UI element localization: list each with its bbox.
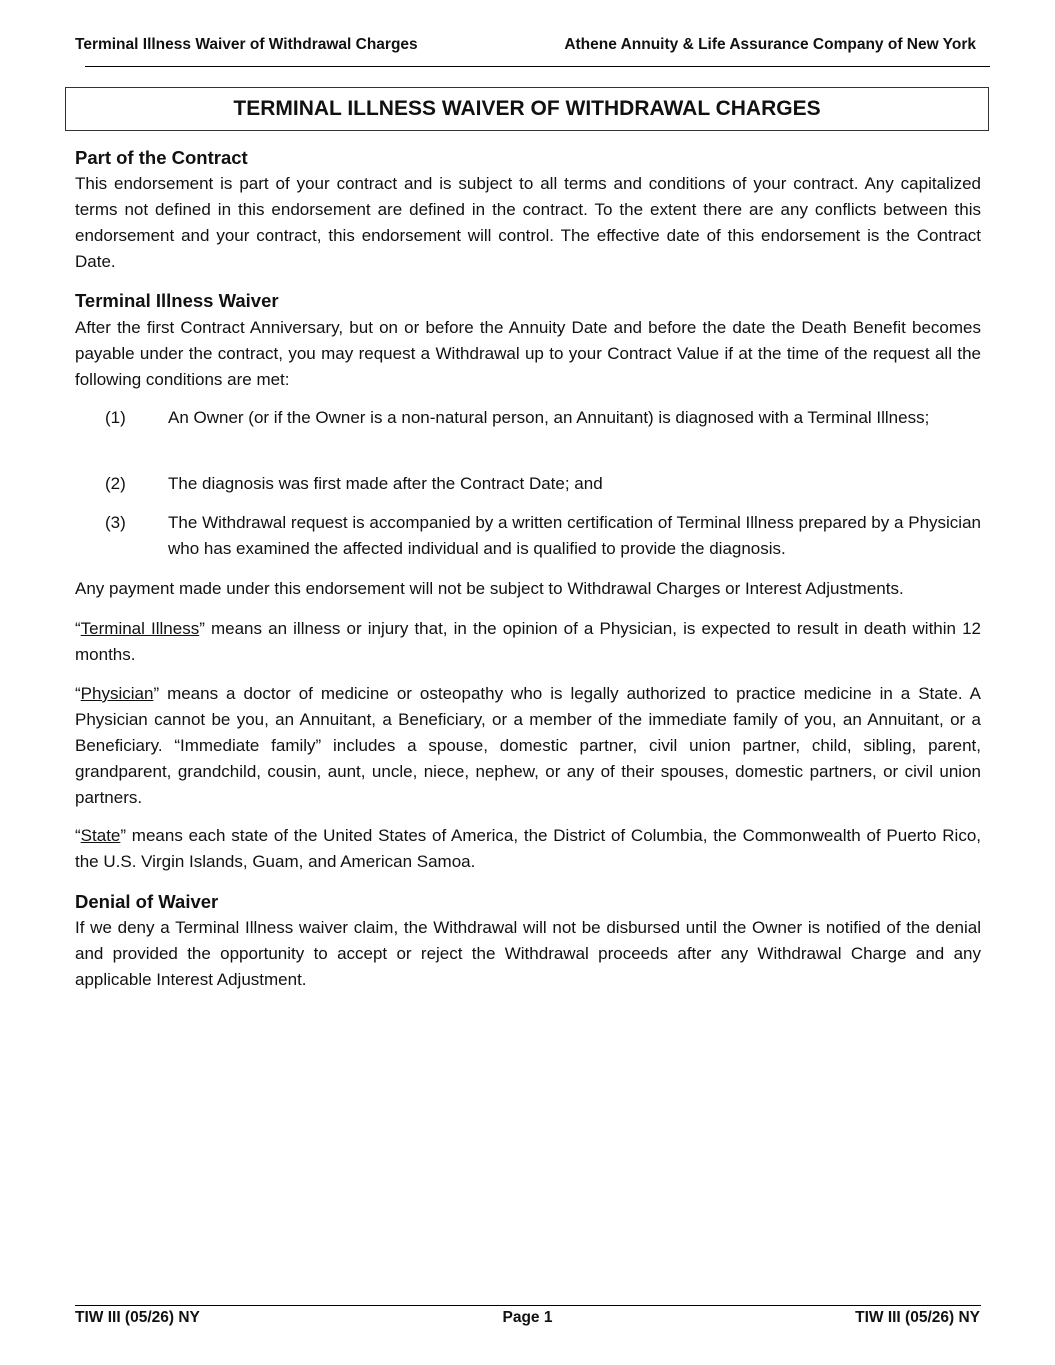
quote: “: [75, 684, 81, 703]
heading-denial-of-waiver: Denial of Waiver: [75, 891, 219, 912]
condition-text: The Withdrawal request is accompanied by a written certification of Terminal Illness prepared by a Physician who has examined the affected individual and is qualified to provide the diagnosis.: [168, 513, 981, 558]
header-left: Terminal Illness Waiver of Withdrawal Charges: [75, 36, 418, 53]
header-right: Athene Annuity & Life Assurance Company of New York: [564, 36, 976, 53]
paragraph-payment: Any payment made under this endorsement will not be subject to Withdrawal Charges or Interest Adjustments.: [75, 579, 904, 598]
condition-item: [105, 471, 981, 497]
condition-number: (2): [105, 474, 126, 493]
paragraph-denial: If we deny a Terminal Illness waiver claim, the Withdrawal will not be disbursed until the Owner is notified of the denial and provided the opportunity to accept or reject the Withdrawal proceeds after any Withdrawal Charge and any applicable Interest Adjustment.: [75, 918, 981, 989]
definition-physician: [75, 681, 981, 811]
paragraph-waiver: After the first Contract Anniversary, but on or before the Annuity Date and before the date the Death Benefit becomes payable under the contract, you may request a Withdrawal up to your Contract Value if at the time of the request all the following conditions are met:: [75, 318, 981, 389]
condition-item: [105, 405, 981, 431]
page-title: TERMINAL ILLNESS WAIVER OF WITHDRAWAL CHARGES: [65, 87, 989, 131]
heading-terminal-illness-waiver: Terminal Illness Waiver: [75, 290, 279, 311]
condition-text: An Owner (or if the Owner is a non-natural person, an Annuitant) is diagnosed with a Terminal Illness;: [168, 408, 930, 427]
definition-text: ” means an illness or injury that, in the opinion of a Physician, is expected to result in death within 12 months.: [75, 619, 981, 664]
header-rule: [85, 66, 990, 67]
definition-terminal-illness: [75, 616, 981, 668]
footer-right: TIW III (05/26) NY: [855, 1309, 980, 1326]
defined-term: State: [80, 826, 121, 845]
condition-item: [105, 510, 981, 562]
quote: “: [75, 619, 81, 638]
condition-number: (3): [105, 513, 126, 532]
condition-text: The diagnosis was first made after the Contract Date; and: [168, 474, 603, 493]
page-number: Page 1: [502, 1309, 553, 1326]
defined-term: Terminal Illness: [80, 619, 200, 638]
defined-term: Physician: [80, 684, 154, 703]
heading-part-of-contract: Part of the Contract: [75, 147, 248, 168]
condition-number: (1): [105, 408, 126, 427]
definition-text: ” means each state of the United States of America, the District of Columbia, the Commonwealth of Puerto Rico, the U.S. Virgin Islands, Guam, and American Samoa.: [75, 826, 981, 871]
definition-text: ” means a doctor of medicine or osteopathy who is legally authorized to practice medicine in a State. A Physician cannot be you, an Annuitant, a Beneficiary, or a member of the immediate family of you, an Annuitant, or a Beneficiary. “Immediate family” includes a spouse, domestic partner, civil union partner, child, sibling, parent, grandparent, grandchild, cousin, aunt, uncle, niece, nephew, or any of their spouses, domestic partners, or civil union partners.: [75, 684, 981, 807]
definition-state: [75, 823, 981, 875]
paragraph-part-of-contract: This endorsement is part of your contract and is subject to all terms and conditions of your contract. Any capitalized terms not defined in this endorsement are defined in the contract. To the extent there are any conflicts between this endorsement and your contract, this endorsement will control. The effective date of this endorsement is the Contract Date.: [75, 174, 981, 271]
quote: “: [75, 826, 81, 845]
footer-rule: [75, 1305, 981, 1306]
footer-left: TIW III (05/26) NY: [75, 1309, 200, 1326]
